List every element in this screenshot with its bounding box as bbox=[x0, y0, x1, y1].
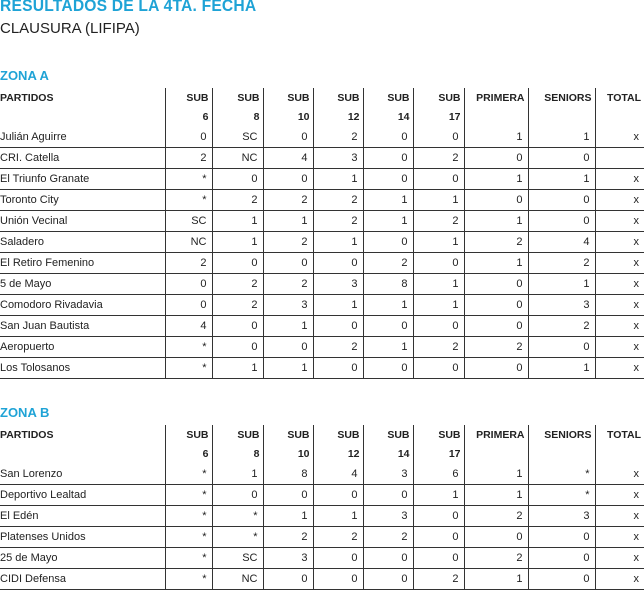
team-name-cell: Deportivo Lealtad bbox=[0, 485, 165, 506]
team-name-cell: 25 de Mayo bbox=[0, 548, 165, 569]
score-cell: 2 bbox=[165, 253, 212, 274]
column-header-primera: PRIMERA bbox=[464, 88, 528, 107]
team-name-cell: Comodoro Rivadavia bbox=[0, 295, 165, 316]
score-cell: 0 bbox=[212, 169, 263, 190]
score-cell: 0 bbox=[263, 485, 313, 506]
score-cell: 2 bbox=[263, 527, 313, 548]
score-cell: 2 bbox=[212, 295, 263, 316]
column-header-seniors: SENIORS bbox=[528, 425, 595, 444]
score-cell: 1 bbox=[313, 295, 363, 316]
score-cell: x bbox=[595, 358, 644, 379]
score-cell: 2 bbox=[413, 569, 464, 590]
score-cell: 1 bbox=[464, 485, 528, 506]
score-cell: * bbox=[165, 548, 212, 569]
table-row bbox=[0, 337, 644, 358]
score-cell: 2 bbox=[263, 232, 313, 253]
column-header-partidos: PARTIDOS bbox=[0, 428, 54, 441]
table-row bbox=[0, 127, 644, 148]
score-cell: 1 bbox=[212, 464, 263, 485]
score-cell: 1 bbox=[413, 190, 464, 211]
score-cell: 0 bbox=[363, 316, 413, 337]
score-cell: 1 bbox=[313, 232, 363, 253]
score-cell: 0 bbox=[212, 485, 263, 506]
score-cell: 0 bbox=[363, 485, 413, 506]
score-cell: 0 bbox=[212, 337, 263, 358]
score-cell: 4 bbox=[313, 464, 363, 485]
team-name-cell: Julián Aguirre bbox=[0, 131, 67, 143]
header-row bbox=[0, 425, 644, 444]
score-cell: * bbox=[165, 337, 212, 358]
score-cell: 0 bbox=[313, 548, 363, 569]
header-row bbox=[0, 88, 644, 107]
table-row bbox=[0, 211, 644, 232]
score-cell: 2 bbox=[363, 253, 413, 274]
column-header-sub: SUB bbox=[212, 425, 263, 444]
score-cell: 0 bbox=[464, 316, 528, 337]
score-cell: 1 bbox=[413, 485, 464, 506]
score-cell: 0 bbox=[464, 148, 528, 169]
team-name-cell: Unión Vecinal bbox=[0, 211, 165, 232]
score-cell: 0 bbox=[363, 148, 413, 169]
table-row bbox=[0, 274, 644, 295]
score-cell: 1 bbox=[263, 506, 313, 527]
table-row bbox=[0, 253, 644, 274]
column-header-blank bbox=[0, 107, 165, 127]
page-subtitle: CLAUSURA (LIFIPA) bbox=[0, 20, 140, 37]
score-cell: NC bbox=[212, 569, 263, 590]
score-cell: 2 bbox=[313, 527, 363, 548]
score-cell: 0 bbox=[464, 295, 528, 316]
score-cell: 0 bbox=[528, 148, 595, 169]
table-row bbox=[0, 548, 644, 569]
score-cell: * bbox=[165, 169, 212, 190]
score-cell: 2 bbox=[313, 337, 363, 358]
score-cell: 1 bbox=[413, 232, 464, 253]
column-header-sub: SUB bbox=[363, 425, 413, 444]
score-cell: 1 bbox=[528, 274, 595, 295]
score-cell: 8 bbox=[363, 274, 413, 295]
score-cell: 0 bbox=[313, 569, 363, 590]
score-cell: x bbox=[595, 464, 644, 485]
column-header-sub: SUB bbox=[212, 88, 263, 107]
score-cell: 0 bbox=[413, 506, 464, 527]
score-cell: 3 bbox=[313, 148, 363, 169]
score-cell: * bbox=[165, 358, 212, 379]
score-cell: 0 bbox=[263, 253, 313, 274]
column-header-age: 6 bbox=[165, 107, 212, 127]
score-cell: 0 bbox=[528, 548, 595, 569]
score-cell: 0 bbox=[528, 337, 595, 358]
table-row bbox=[0, 190, 644, 211]
score-cell: 0 bbox=[212, 316, 263, 337]
score-cell: x bbox=[595, 337, 644, 358]
table-row bbox=[0, 358, 644, 379]
score-cell: 1 bbox=[363, 211, 413, 232]
score-cell: 1 bbox=[413, 274, 464, 295]
zona-b-table bbox=[0, 425, 644, 590]
score-cell: 1 bbox=[464, 169, 528, 190]
team-name-cell: 5 de Mayo bbox=[0, 274, 165, 295]
score-cell: * bbox=[212, 506, 263, 527]
score-cell: 2 bbox=[464, 337, 528, 358]
column-header-age: 17 bbox=[413, 444, 464, 464]
column-header-blank bbox=[528, 107, 595, 127]
column-header-sub: SUB bbox=[263, 425, 313, 444]
score-cell: 4 bbox=[528, 232, 595, 253]
table-row bbox=[0, 316, 644, 337]
score-cell: 4 bbox=[263, 148, 313, 169]
score-cell: 0 bbox=[363, 358, 413, 379]
score-cell: x bbox=[595, 169, 644, 190]
score-cell: 0 bbox=[528, 190, 595, 211]
score-cell: 3 bbox=[363, 506, 413, 527]
score-cell: 2 bbox=[212, 274, 263, 295]
score-cell: x bbox=[595, 527, 644, 548]
score-cell: NC bbox=[212, 148, 263, 169]
column-header-partidos: PARTIDOS bbox=[0, 91, 54, 104]
score-cell: 1 bbox=[263, 211, 313, 232]
score-cell: 1 bbox=[263, 316, 313, 337]
score-cell: 0 bbox=[363, 569, 413, 590]
column-header-age: 8 bbox=[212, 444, 263, 464]
score-cell bbox=[595, 148, 644, 169]
score-cell: x bbox=[595, 316, 644, 337]
score-cell: * bbox=[212, 527, 263, 548]
column-header-total: TOTAL bbox=[595, 88, 644, 107]
score-cell: SC bbox=[212, 548, 263, 569]
score-cell: 3 bbox=[263, 548, 313, 569]
column-header-blank bbox=[528, 444, 595, 464]
score-cell: * bbox=[165, 485, 212, 506]
score-cell: 0 bbox=[413, 253, 464, 274]
column-header-seniors: SENIORS bbox=[528, 88, 595, 107]
score-cell: 0 bbox=[263, 169, 313, 190]
score-cell: x bbox=[595, 211, 644, 232]
team-name-cell: El Retiro Femenino bbox=[0, 253, 165, 274]
score-cell: x bbox=[595, 127, 644, 148]
table-row bbox=[0, 506, 644, 527]
score-cell: x bbox=[595, 190, 644, 211]
score-cell: 1 bbox=[464, 464, 528, 485]
score-cell: x bbox=[595, 232, 644, 253]
column-header-blank bbox=[595, 107, 644, 127]
score-cell: 1 bbox=[413, 295, 464, 316]
column-header-age: 12 bbox=[313, 107, 363, 127]
team-name-cell: Toronto City bbox=[0, 190, 165, 211]
score-cell: NC bbox=[165, 232, 212, 253]
score-cell: 1 bbox=[212, 232, 263, 253]
score-cell: 1 bbox=[212, 211, 263, 232]
team-name-cell: San Juan Bautista bbox=[0, 316, 165, 337]
score-cell: 0 bbox=[263, 127, 313, 148]
column-header-total: TOTAL bbox=[595, 425, 644, 444]
score-cell: 0 bbox=[413, 358, 464, 379]
table-row bbox=[0, 485, 644, 506]
score-cell: 1 bbox=[363, 295, 413, 316]
score-cell: 2 bbox=[313, 190, 363, 211]
score-cell: 0 bbox=[464, 190, 528, 211]
score-cell: 8 bbox=[263, 464, 313, 485]
score-cell: 2 bbox=[413, 337, 464, 358]
column-header-sub: SUB bbox=[413, 88, 464, 107]
score-cell: 0 bbox=[413, 127, 464, 148]
score-cell: 1 bbox=[313, 506, 363, 527]
page-title: RESULTADOS DE LA 4TA. FECHA bbox=[0, 0, 257, 15]
column-header-age: 10 bbox=[263, 444, 313, 464]
score-cell: 2 bbox=[313, 211, 363, 232]
score-cell: 2 bbox=[263, 274, 313, 295]
score-cell: 2 bbox=[212, 190, 263, 211]
column-header-sub: SUB bbox=[413, 425, 464, 444]
score-cell: 3 bbox=[263, 295, 313, 316]
score-cell: SC bbox=[212, 127, 263, 148]
score-cell: 0 bbox=[413, 548, 464, 569]
score-cell: 0 bbox=[363, 169, 413, 190]
score-cell: 1 bbox=[363, 190, 413, 211]
team-name-cell: CIDI Defensa bbox=[0, 569, 165, 590]
score-cell: 0 bbox=[413, 316, 464, 337]
score-cell: x bbox=[595, 485, 644, 506]
table-row bbox=[0, 464, 644, 485]
score-cell: 0 bbox=[363, 548, 413, 569]
score-cell: x bbox=[595, 295, 644, 316]
score-cell: * bbox=[528, 464, 595, 485]
column-header-primera: PRIMERA bbox=[464, 425, 528, 444]
score-cell: 2 bbox=[464, 548, 528, 569]
team-name-cell: Aeropuerto bbox=[0, 337, 165, 358]
score-cell: 1 bbox=[464, 569, 528, 590]
score-cell: x bbox=[595, 548, 644, 569]
score-cell: * bbox=[165, 464, 212, 485]
score-cell: 1 bbox=[464, 127, 528, 148]
table-row bbox=[0, 148, 644, 169]
score-cell: 2 bbox=[528, 253, 595, 274]
zona-a-title: ZONA A bbox=[0, 68, 49, 83]
score-cell: 0 bbox=[413, 527, 464, 548]
score-cell: x bbox=[595, 274, 644, 295]
column-header-sub: SUB bbox=[165, 88, 212, 107]
table-row bbox=[0, 295, 644, 316]
table-row bbox=[0, 232, 644, 253]
column-header-blank bbox=[464, 444, 528, 464]
score-cell: 2 bbox=[464, 232, 528, 253]
column-header-age: 14 bbox=[363, 444, 413, 464]
score-cell: 0 bbox=[363, 127, 413, 148]
column-header-age: 12 bbox=[313, 444, 363, 464]
score-cell: 0 bbox=[313, 485, 363, 506]
score-cell: 1 bbox=[528, 358, 595, 379]
score-cell: x bbox=[595, 253, 644, 274]
score-cell: 0 bbox=[263, 337, 313, 358]
zona-a-table bbox=[0, 88, 644, 379]
column-header-blank bbox=[0, 444, 165, 464]
score-cell: 0 bbox=[313, 358, 363, 379]
score-cell: 3 bbox=[528, 295, 595, 316]
score-cell: 1 bbox=[464, 253, 528, 274]
team-name-cell: San Lorenzo bbox=[0, 468, 63, 480]
column-header-age: 8 bbox=[212, 107, 263, 127]
column-header-sub: SUB bbox=[263, 88, 313, 107]
score-cell: 2 bbox=[363, 527, 413, 548]
score-cell: 1 bbox=[263, 358, 313, 379]
table-row bbox=[0, 169, 644, 190]
column-header-age: 17 bbox=[413, 107, 464, 127]
score-cell: 0 bbox=[165, 127, 212, 148]
score-cell: 1 bbox=[528, 127, 595, 148]
score-cell: 3 bbox=[363, 464, 413, 485]
team-name-cell: CRI. Catella bbox=[0, 148, 165, 169]
score-cell: 1 bbox=[464, 211, 528, 232]
score-cell: 1 bbox=[313, 169, 363, 190]
score-cell: 0 bbox=[313, 316, 363, 337]
team-name-cell: Los Tolosanos bbox=[0, 358, 165, 379]
score-cell: 1 bbox=[528, 169, 595, 190]
score-cell: 6 bbox=[413, 464, 464, 485]
score-cell: 1 bbox=[363, 337, 413, 358]
column-header-blank bbox=[464, 107, 528, 127]
score-cell: * bbox=[528, 485, 595, 506]
score-cell: * bbox=[165, 527, 212, 548]
team-name-cell: El Triunfo Granate bbox=[0, 169, 165, 190]
score-cell: 0 bbox=[528, 211, 595, 232]
score-cell: 0 bbox=[528, 527, 595, 548]
score-cell: 4 bbox=[165, 316, 212, 337]
zona-b-title: ZONA B bbox=[0, 405, 50, 420]
score-cell: 2 bbox=[528, 316, 595, 337]
score-cell: SC bbox=[165, 211, 212, 232]
score-cell: 0 bbox=[464, 358, 528, 379]
score-cell: 2 bbox=[313, 127, 363, 148]
team-name-cell: Saladero bbox=[0, 232, 165, 253]
score-cell: 2 bbox=[165, 148, 212, 169]
column-header-age: 10 bbox=[263, 107, 313, 127]
score-cell: 0 bbox=[263, 569, 313, 590]
score-cell: * bbox=[165, 569, 212, 590]
table-row bbox=[0, 527, 644, 548]
column-header-sub: SUB bbox=[313, 88, 363, 107]
score-cell: 1 bbox=[212, 358, 263, 379]
column-header-sub: SUB bbox=[165, 425, 212, 444]
column-header-age: 14 bbox=[363, 107, 413, 127]
score-cell: 0 bbox=[464, 274, 528, 295]
score-cell: 0 bbox=[165, 274, 212, 295]
score-cell: 0 bbox=[464, 527, 528, 548]
score-cell: 3 bbox=[528, 506, 595, 527]
score-cell: 0 bbox=[413, 169, 464, 190]
score-cell: 0 bbox=[363, 232, 413, 253]
column-header-blank bbox=[595, 444, 644, 464]
score-cell: 0 bbox=[212, 253, 263, 274]
column-header-age: 6 bbox=[165, 444, 212, 464]
score-cell: 3 bbox=[313, 274, 363, 295]
score-cell: 0 bbox=[313, 253, 363, 274]
score-cell: 2 bbox=[464, 506, 528, 527]
score-cell: 2 bbox=[263, 190, 313, 211]
table-row bbox=[0, 569, 644, 590]
score-cell: 2 bbox=[413, 148, 464, 169]
score-cell: x bbox=[595, 569, 644, 590]
score-cell: 0 bbox=[528, 569, 595, 590]
team-name-cell: Platenses Unidos bbox=[0, 527, 165, 548]
score-cell: 0 bbox=[165, 295, 212, 316]
score-cell: x bbox=[595, 506, 644, 527]
score-cell: 2 bbox=[413, 211, 464, 232]
column-header-sub: SUB bbox=[363, 88, 413, 107]
score-cell: * bbox=[165, 506, 212, 527]
score-cell: * bbox=[165, 190, 212, 211]
team-name-cell: El Edén bbox=[0, 506, 165, 527]
column-header-sub: SUB bbox=[313, 425, 363, 444]
header-row-ages bbox=[0, 444, 644, 464]
header-row-ages bbox=[0, 107, 644, 127]
